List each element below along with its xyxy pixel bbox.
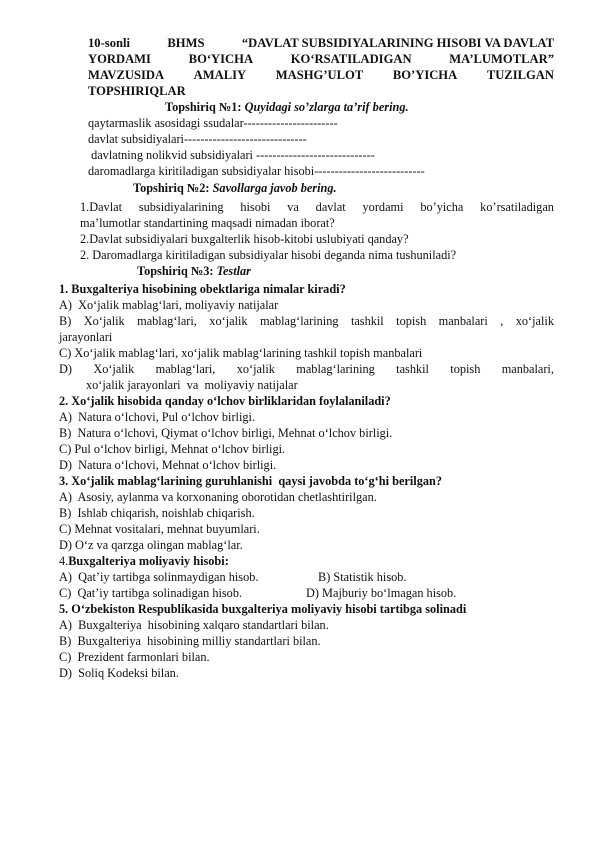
task2-heading — [133, 181, 337, 197]
title-line-3 — [88, 68, 554, 84]
answer-c: C) Pul o‘lchov birligi, Mehnat o‘lchov birligi. — [59, 442, 286, 456]
answer-d-line-2: xo‘jalik jarayonlari va moliyaviy natijalar — [86, 378, 298, 392]
title-word: 10-sonli — [88, 36, 130, 50]
title-word: BO’YICHA — [392, 68, 458, 82]
title-word: AMALIY — [193, 68, 247, 82]
word: B) — [59, 314, 72, 328]
task2-label: Topshiriq №2: — [133, 181, 213, 195]
task1-instruction: Quyidagi so’zlarga ta’rif bering. — [244, 100, 409, 114]
question-5: 5. O‘zbekiston Respublikasida buxgalteriya moliyaviy hisobi tartibga solinadi — [59, 602, 467, 616]
question-text: Buxgalteriya moliyaviy hisobi: — [68, 554, 229, 568]
title-word: MA’LUMOTLAR” — [449, 52, 554, 66]
title-word: “DAVLAT SUBSIDIYALARINING HISOBI VA DAVLAT — [241, 36, 554, 50]
word: mablag‘larining — [259, 314, 339, 328]
answer-d: D) Majburiy bo‘lmagan hisob. — [306, 586, 457, 600]
answer-b-line-1 — [59, 314, 554, 330]
question-4 — [59, 554, 229, 570]
task1-item: qaytarmaslik asosidagi ssudalar----------------------- — [88, 116, 338, 130]
task1-item: daromadlarga kiritiladigan subsidiyalar hisobi--------------------------- — [88, 164, 425, 178]
word: xo‘jalik — [515, 314, 554, 328]
answer-a: A) Buxgalteriya hisobining xalqaro standartlari bilan. — [59, 618, 329, 632]
task3-heading — [137, 264, 251, 280]
word: Xo‘jalik — [83, 314, 125, 328]
title-word: BO‘YICHA — [188, 52, 254, 66]
word: xo‘jalik — [209, 314, 248, 328]
task2-question-1-line-1 — [80, 200, 554, 216]
title-word: MASHG’ULOT — [275, 68, 364, 82]
word: Xo‘jalik — [93, 362, 135, 376]
title-word: KO‘RSATILADIGAN — [290, 52, 412, 66]
question-2: 2. Xo‘jalik hisobida qanday o‘lchov birliklaridan foylalaniladi? — [59, 394, 391, 408]
answer-b: B) Buxgalteriya hisobining milliy standartlari bilan. — [59, 634, 321, 648]
answer-b: B) Natura o‘lchovi, Qiymat o‘lchov birligi, Mehnat o‘lchov birligi. — [59, 426, 393, 440]
answer-a: A) Xo‘jalik mablag‘lari, moliyaviy natijalar — [59, 298, 279, 312]
word: topish — [450, 362, 481, 376]
word: mablag‘lari, — [155, 362, 216, 376]
answer-a: A) Asosiy, aylanma va korxonaning oborotidan chetlashtirilgan. — [59, 490, 377, 504]
word: bo’yicha — [420, 200, 464, 214]
task2-question-2: 2.Davlat subsidiyalari buxgalterlik hisob-kitobi uslubiyati qanday? — [80, 232, 409, 246]
answer-d: D) O‘z va qarzga olingan mablag‘lar. — [59, 538, 243, 552]
question-1: 1. Buxgalteriya hisobining obektlariga nimalar kiradi? — [59, 282, 346, 296]
title-line-4: TOPSHIRIQLAR — [88, 84, 186, 98]
word: hisobi — [240, 200, 271, 214]
word: , — [500, 314, 504, 328]
answer-d: D) Soliq Kodeksi bilan. — [59, 666, 179, 680]
word: va — [287, 200, 299, 214]
task2-instruction: Savollarga javob bering. — [212, 181, 337, 195]
title-line-1 — [88, 36, 554, 52]
question-3: 3. Xo‘jalik mablag‘larining guruhlanishi qaysi javobda to‘g‘hi berilgan? — [59, 474, 442, 488]
word: davlat — [315, 200, 346, 214]
answer-c: C) Mehnat vositalari, mehnat buyumlari. — [59, 522, 260, 536]
answer-b: B) Statistik hisob. — [318, 570, 407, 584]
task1-heading — [165, 100, 409, 116]
word: ko’rsatiladigan — [480, 200, 554, 214]
word: xo‘jalik — [236, 362, 275, 376]
answer-d: D) Natura o‘lchovi, Mehnat o‘lchov birligi. — [59, 458, 277, 472]
word: D) — [59, 362, 72, 376]
word: yordami — [362, 200, 404, 214]
word: topish — [396, 314, 427, 328]
answer-c: C) Prezident farmonlari bilan. — [59, 650, 210, 664]
word: tashkil — [396, 362, 429, 376]
task2-question-1-line-2: ma’lumotlar standartining maqsadi nimadan iborat? — [80, 216, 335, 230]
task3-label: Topshiriq №3: — [137, 264, 217, 278]
title-word: BHMS — [167, 36, 205, 50]
title-line-2 — [88, 52, 554, 68]
word: subsidiyalarining — [138, 200, 224, 214]
answer-c: C) Xo‘jalik mablag‘lari, xo‘jalik mablag‘larining tashkil topish manbalari — [59, 346, 423, 360]
word: tashkil — [350, 314, 384, 328]
task1-item: davlat subsidiyalari------------------------------ — [88, 132, 307, 146]
answer-d-line-1 — [59, 362, 554, 378]
word: manbalari — [438, 314, 488, 328]
word: 1.Davlat — [80, 200, 123, 214]
title-word: YORDAMI — [88, 52, 151, 66]
task3-instruction: Testlar — [216, 264, 251, 278]
question-number: 4. — [59, 554, 69, 568]
task2-question-3: 2. Daromadlarga kiritiladigan subsidiyalar hisobi deganda nima tushuniladi? — [80, 248, 457, 262]
task1-item: davlatning nolikvid subsidiyalari ----------------------------- — [88, 148, 375, 162]
answer-c: C) Qat’iy tartibga solinadigan hisob. — [59, 586, 243, 600]
title-word: MAVZUSIDA — [88, 68, 165, 82]
answer-a: A) Natura o‘lchovi, Pul o‘lchov birligi. — [59, 410, 256, 424]
word: manbalari, — [501, 362, 554, 376]
answer-a: A) Qat’iy tartibga solinmaydigan hisob. — [59, 570, 259, 584]
word: mablag‘lari, — [137, 314, 197, 328]
answer-b: B) Ishlab chiqarish, noishlab chiqarish. — [59, 506, 255, 520]
task1-label: Topshiriq №1: — [165, 100, 245, 114]
word: mablag‘larining — [296, 362, 375, 376]
answer-b-line-2: jarayonlari — [59, 330, 113, 344]
title-word: TUZILGAN — [486, 68, 554, 82]
